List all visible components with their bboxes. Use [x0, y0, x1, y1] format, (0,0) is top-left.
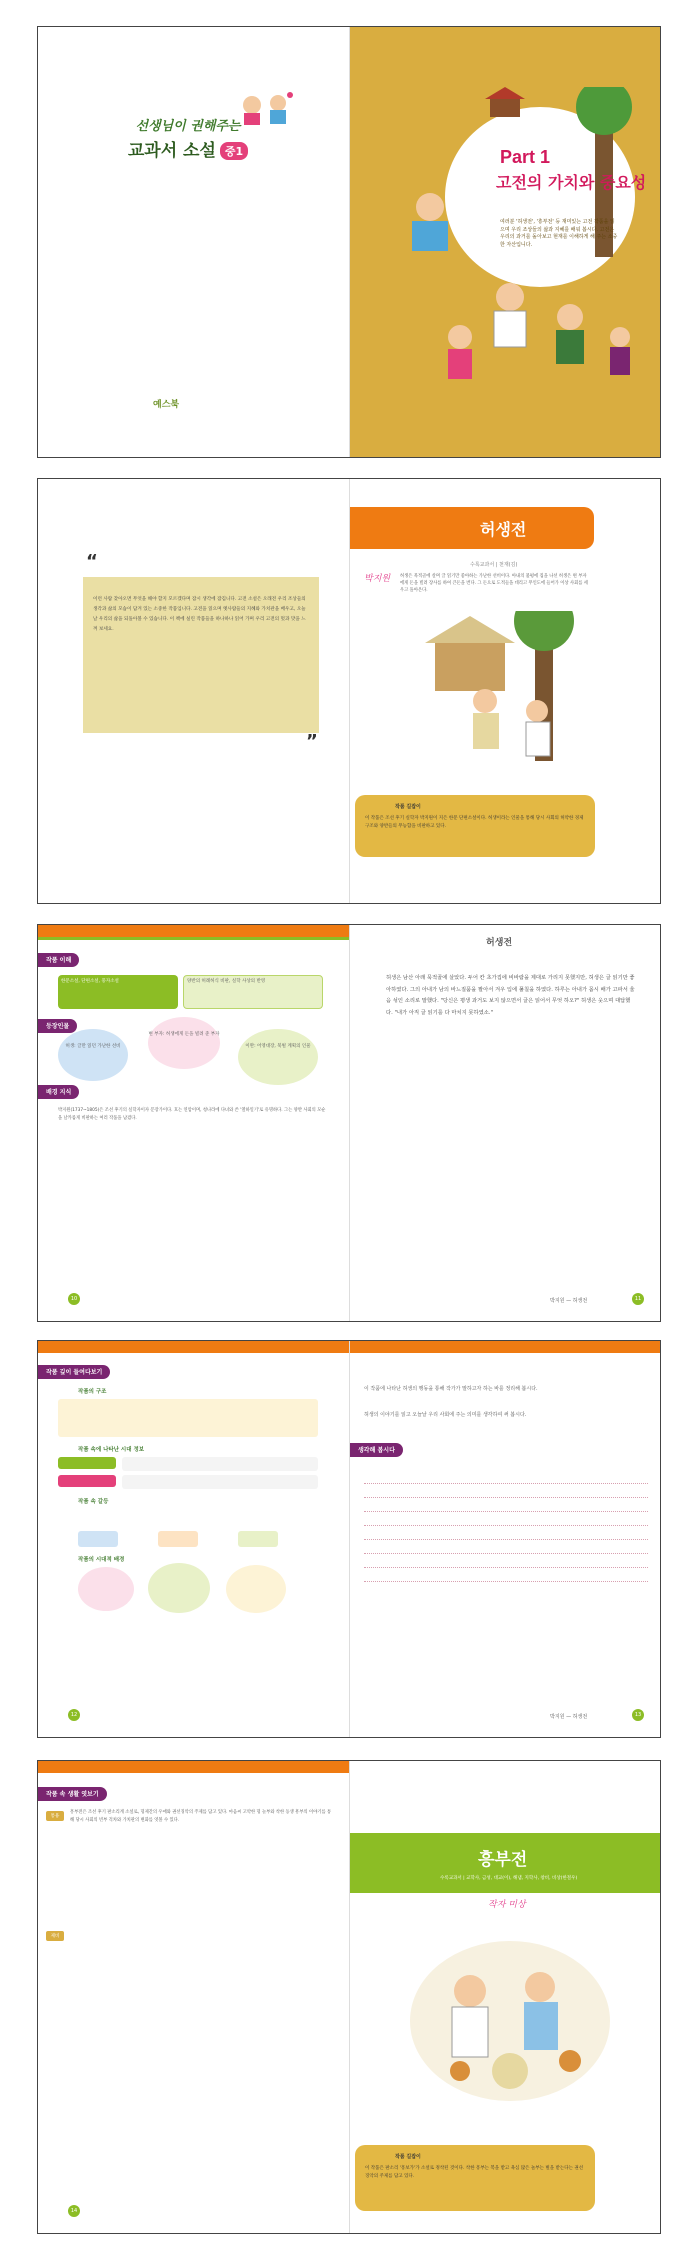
- page-number-right: 11: [632, 1293, 644, 1305]
- page-number-left: 14: [68, 2205, 80, 2217]
- character-byeon: 변 부자: 허생에게 돈을 빌려 준 부자: [148, 1017, 220, 1069]
- intro-left-page: [38, 479, 350, 903]
- work-guide-box: [355, 2145, 595, 2211]
- textbook-meta: 수록교과서 | 교학사, 금성, 대교(이), 해냄, 지학사, 창비, 비상(한철우): [440, 1876, 578, 1881]
- book-title-main: 교과서 소설: [127, 141, 216, 161]
- conflict-node-2: [158, 1531, 198, 1547]
- answer-line[interactable]: [364, 1553, 648, 1554]
- answer-line[interactable]: [364, 1567, 648, 1568]
- background-text: 박지원(1737~1805)은 조선 후기의 실학자이자 문장가이다. 호는 연암이며, 청나라에 다녀와 쓴 '열하일기'로 유명하다. 그는 양반 사회의 모순을 날카롭게 비판하는 여러 작품을 남겼다.: [58, 1108, 326, 1122]
- structure-diagram: [58, 1399, 318, 1437]
- section-tag-life: 작품 속 생활 엿보기: [38, 1787, 107, 1801]
- conflict-node-3: [238, 1531, 278, 1547]
- theme-box: 양반의 허례허식 비판, 실학 사상의 반영: [183, 975, 323, 1009]
- subhead-era-background: 작품의 시대적 배경: [78, 1557, 125, 1563]
- character-heosaeng: 허생: 글만 읽던 가난한 선비: [58, 1029, 128, 1081]
- intro-quote-text: 이런 사람 찾아오면 무엇을 해야 할지 모르겠다며 잠시 생각에 잠깁니다. 고전 소설은 오래전 우리 조상들의 생각과 삶의 모습이 담겨 있는 소중한 작품입니다. 고전을 읽으며 옛사람들의 지혜와 가치관을 배우고, 오늘날 우리의 삶을 되돌아볼 수 있습니다. 이 책에 실린 작품들을 하나하나 읽어 가며 우리 고전의 멋과 맛을 느껴 보세요.: [93, 597, 306, 633]
- section-tag-think: 생각해 봅시다: [350, 1443, 403, 1457]
- answer-line[interactable]: [364, 1497, 648, 1498]
- work-summary: 허생은 묵적골에 살며 글 읽기만 좋아하는 가난한 선비이다. 아내의 불평에 집을 나선 허생은 변 부자에게 돈을 빌려 장사를 하여 큰돈을 번다. 그 돈으로 도적들을 데리고 무인도에 들어가 이상 사회를 세우고 돌아온다.: [400, 574, 588, 593]
- conflict-node-1: [78, 1531, 118, 1547]
- work-title: 허생전: [480, 520, 527, 539]
- intro-quote-box: [83, 577, 319, 733]
- answer-line[interactable]: [364, 1511, 648, 1512]
- close-quote-mark: ”: [306, 731, 318, 752]
- answer-line[interactable]: [364, 1483, 648, 1484]
- spread-heosaengjeon-activities: [37, 1340, 661, 1738]
- question-2: 허생의 이야기를 읽고 오늘날 우리 사회에 주는 의미를 생각하여 써 봅시다.: [364, 1412, 527, 1418]
- era-desc-1: [122, 1457, 318, 1471]
- work-title-bar: [350, 507, 594, 549]
- question-1: 이 작품에 나타난 허생의 행동을 통해 작가가 말하고자 하는 바를 정리해 봅시다.: [364, 1386, 538, 1392]
- era-label-1: [58, 1457, 116, 1469]
- keyword-chip-2: 제비: [46, 1931, 64, 1941]
- author-signature: 작자 미상: [488, 1900, 526, 1910]
- part-opener-page: [350, 27, 661, 457]
- work-guide-box: [355, 795, 595, 857]
- story-body-text: 허생은 남산 아래 묵적골에 살았다. 두어 칸 초가집에 비바람을 제대로 가리지 못했지만, 허생은 글 읽기만 좋아하였다. 그의 아내가 남의 바느질품을 팔아서 겨우 입에 풀칠을 하였다. 하루는 아내가 몹시 배가 고파서 울음 섞인 소리로 말했다. "당신은 평생 과거도 보지 않으면서 글은 읽어서 무엇 하오?" 허생은 웃으며 대답했다. "내가 아직 글 읽기를 다 마치지 못하였소.": [386, 975, 635, 1016]
- era-label-2: [58, 1475, 116, 1487]
- genre-box: 한문소설, 단편소설, 풍자소설: [58, 975, 178, 1009]
- part-title: 고전의 가치와 중요성: [496, 173, 647, 192]
- story-right-page: [350, 925, 661, 1321]
- section-tag-characters: 등장인물: [38, 1019, 77, 1033]
- page-number-left: 12: [68, 1709, 80, 1721]
- subhead-era-info: 작품 속에 나타난 시대 정보: [78, 1447, 145, 1453]
- open-quote-mark: “: [86, 551, 98, 572]
- publisher-logo: 예스북: [153, 400, 180, 410]
- cover-character-illustration: [238, 87, 298, 127]
- work-guide-heading: 작품 길잡이: [395, 804, 421, 810]
- background-bubble-1: [78, 1567, 134, 1611]
- running-title: 허생전: [486, 938, 513, 948]
- heungbu-title-page: [350, 1761, 661, 2233]
- work-title-bar: [350, 1833, 661, 1893]
- era-desc-2: [122, 1475, 318, 1489]
- work-guide-text: 이 작품은 판소리 '흥보가'가 소설로 정착된 것이다. 착한 흥부는 복을 받고 욕심 많은 놀부는 벌을 받는다는 권선징악의 주제를 담고 있다.: [365, 2166, 584, 2179]
- footer-label: 박지원 — 허생전: [550, 1714, 588, 1720]
- title-right-page: [350, 479, 661, 903]
- spread-heosaengjeon-text: [37, 924, 661, 1322]
- answer-line[interactable]: [364, 1539, 648, 1540]
- book-title-line2: [98, 136, 278, 161]
- keyword-chip-1: 통용: [46, 1811, 64, 1821]
- part-description: 여러분 '허생전', '흥부전' 등 재미있는 고전 작품을 읽으며 우리 조상들의 삶과 지혜를 배워 봅시다. 고전은 우리의 과거를 돌아보고 현재를 이해하게 해 주는 소중한 자산입니다.: [500, 219, 618, 248]
- analysis-left-page: [38, 925, 350, 1321]
- book-title-line1: 선생님이 권해주는: [135, 119, 241, 134]
- section-tag-deep-dive: 작품 깊이 들여다보기: [38, 1365, 110, 1379]
- section-tag-background: 배경 지식: [38, 1085, 79, 1099]
- subhead-structure: 작품의 구조: [78, 1389, 107, 1395]
- textbook-meta: 수록교과서 | 천재(김): [470, 562, 518, 568]
- life-left-page: [38, 1761, 350, 2233]
- spread-heosaengjeon-intro: [37, 478, 661, 904]
- grade-tag: 중1: [220, 142, 248, 160]
- page-number-left: 10: [68, 1293, 80, 1305]
- cover-left-page: [38, 27, 350, 457]
- part-label: Part 1: [500, 147, 551, 167]
- character-iwan: 이완: 어영대장, 북벌 계획의 인물: [238, 1029, 318, 1085]
- answer-line[interactable]: [364, 1525, 648, 1526]
- work-guide-heading: 작품 길잡이: [395, 2154, 421, 2160]
- answer-line[interactable]: [364, 1581, 648, 1582]
- page-number-right: 13: [632, 1709, 644, 1721]
- spread-heungbujeon-intro: [37, 1760, 661, 2234]
- subhead-conflict: 작품 속 갈등: [78, 1499, 109, 1505]
- work-guide-text: 이 작품은 조선 후기 실학자 박지원이 지은 한문 단편소설이다. 허생이라는 인물을 통해 당시 사회의 허약한 경제 구조와 양반들의 무능함을 비판하고 있다.: [365, 816, 584, 829]
- activity-left-page: [38, 1341, 350, 1737]
- footer-label: 박지원 — 허생전: [550, 1298, 588, 1304]
- section-tag-understanding: 작품 이해: [38, 953, 79, 967]
- spread-cover: [37, 26, 661, 458]
- story-illustration: [425, 611, 585, 771]
- background-bubble-3: [226, 1565, 286, 1613]
- question-right-page: [350, 1341, 661, 1737]
- background-bubble-2: [148, 1563, 210, 1613]
- author-signature: 박지원: [364, 574, 391, 584]
- life-body-text: 흥부전은 조선 후기 판소리계 소설로, 형제간의 우애와 권선징악의 주제를 담고 있다. 마음씨 고약한 형 놀부와 착한 동생 흥부의 이야기를 통해 당시 사회의 빈부 격차와 가치관의 변화를 엿볼 수 있다.: [70, 1810, 332, 1824]
- work-title: 흥부전: [478, 1850, 528, 1870]
- heungbu-illustration: [400, 1911, 620, 2111]
